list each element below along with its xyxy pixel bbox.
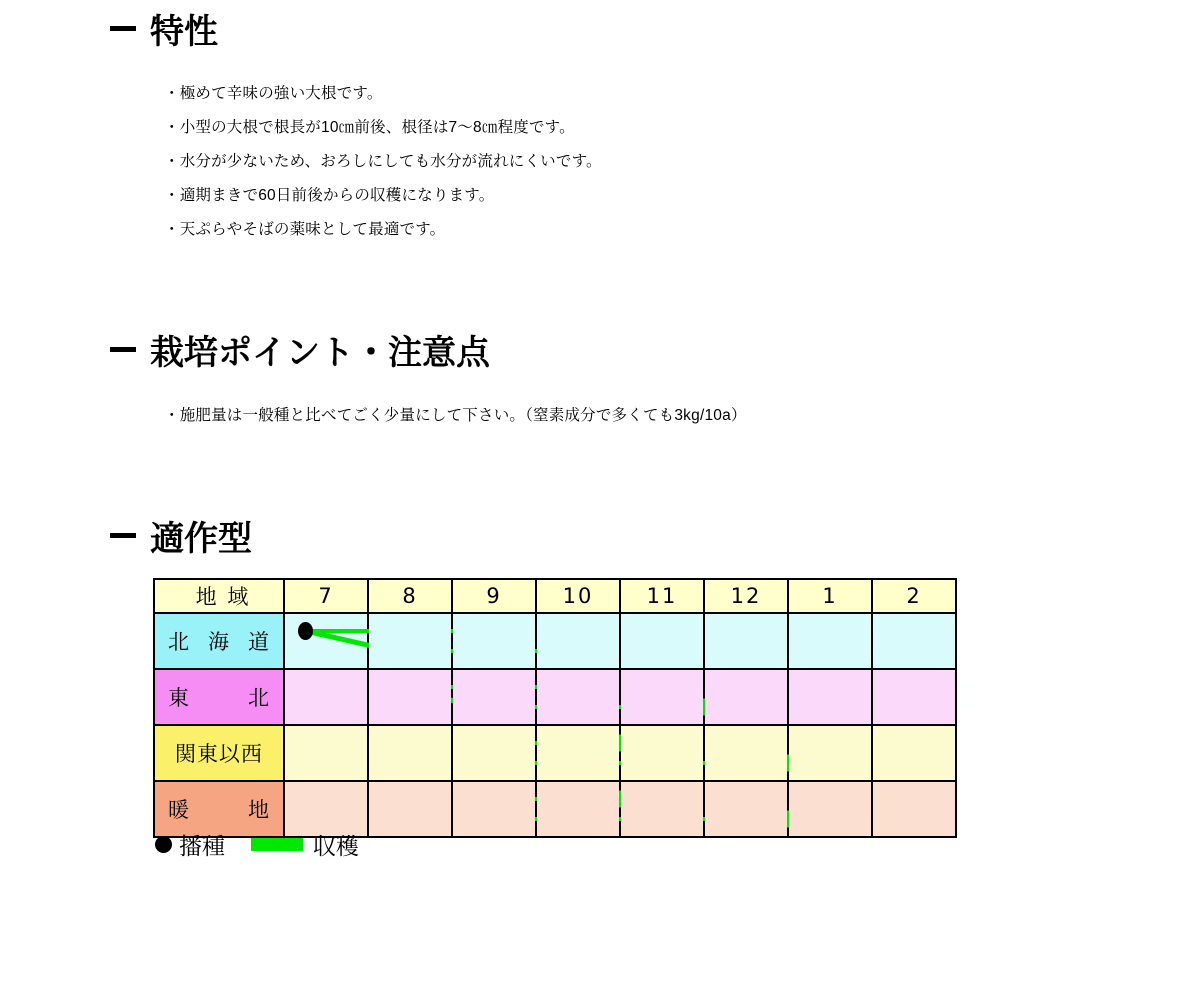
column-header-month: 12 [704,579,788,613]
legend-label-harvest: 収穫 [313,833,359,859]
calendar-cell [284,613,368,669]
calendar-cell [536,725,620,781]
calendar-cell [872,725,956,781]
calendar-cell [620,725,704,781]
section-title: 特性 [150,14,218,51]
green-bar-icon [251,838,303,851]
track-overlay [285,670,367,724]
bullet-item: ・極めて辛味の強い大根です。 [164,85,383,102]
column-header-month: 9 [452,579,536,613]
calendar-cell [452,669,536,725]
calendar-cell [368,781,452,837]
calendar-cell [704,669,788,725]
calendar-cell [872,613,956,669]
bullet-list-characteristics [164,77,602,247]
bullet-item: ・施肥量は一般種と比べてごく少量にして下さい。（窒素成分で多くても3kg/10a） [164,407,747,424]
calendar-cell [452,725,536,781]
section-heading-planting-calendar [110,511,252,560]
track-overlay [285,614,367,668]
table-row [154,613,956,669]
calendar-cell [704,781,788,837]
calendar-cell [452,613,536,669]
calendar-cell [452,781,536,837]
table-row [154,669,956,725]
calendar-cell [872,781,956,837]
region-label: 関東以西 [175,743,263,766]
calendar-cell [788,781,872,837]
region-label: 北 海 道 [168,631,270,654]
dash-mark-icon [110,26,136,31]
column-header-month: 2 [872,579,956,613]
section-heading-cultivation-points [110,325,490,374]
section-heading-characteristics [110,4,218,53]
calendar-cell [368,613,452,669]
dash-mark-icon [110,533,136,538]
region-label-cell [154,613,284,669]
section-title: 適作型 [150,521,252,558]
calendar-cell [704,725,788,781]
calendar-cell [788,669,872,725]
column-header-month: 7 [284,579,368,613]
dash-mark-icon [110,347,136,352]
region-label-cell [154,669,284,725]
legend-label-sowing: 播種 [179,833,225,859]
column-header-region: 地 域 [154,579,284,613]
calendar-cell [536,613,620,669]
table-header-row [154,579,956,613]
calendar-cell [872,669,956,725]
table-body [154,613,956,837]
calendar-cell [536,781,620,837]
calendar-cell [368,725,452,781]
calendar-cell [704,613,788,669]
table-row [154,725,956,781]
section-title: 栽培ポイント・注意点 [150,335,490,372]
calendar-cell [284,669,368,725]
bullet-list-cultivation-points [164,399,747,433]
region-label: 暖 地 [168,799,270,822]
calendar-cell [620,613,704,669]
calendar-cell [284,725,368,781]
column-header-month: 8 [368,579,452,613]
bullet-item: ・小型の大根で根長が10㎝前後、根径は7～8㎝程度です。 [164,119,575,136]
bullet-item: ・水分が少ないため、おろしにしても水分が流れにくいです。 [164,153,602,170]
column-header-month: 11 [620,579,704,613]
calendar-cell [788,613,872,669]
region-label: 東 北 [168,687,270,710]
sowing-dot-icon [298,622,313,640]
region-label-cell [154,725,284,781]
bullet-item: ・天ぷらやそばの薬味として最適です。 [164,221,446,238]
planting-calendar-table [153,578,957,838]
column-header-month: 1 [788,579,872,613]
track-overlay [285,726,367,780]
calendar-cell [620,669,704,725]
column-header-month: 10 [536,579,620,613]
calendar-cell [620,781,704,837]
calendar-cell [536,669,620,725]
black-dot-icon [155,836,172,853]
bullet-item: ・適期まきで60日前後からの収穫になります。 [164,187,495,204]
calendar-cell [368,669,452,725]
chart-legend [155,828,359,861]
calendar-cell [788,725,872,781]
